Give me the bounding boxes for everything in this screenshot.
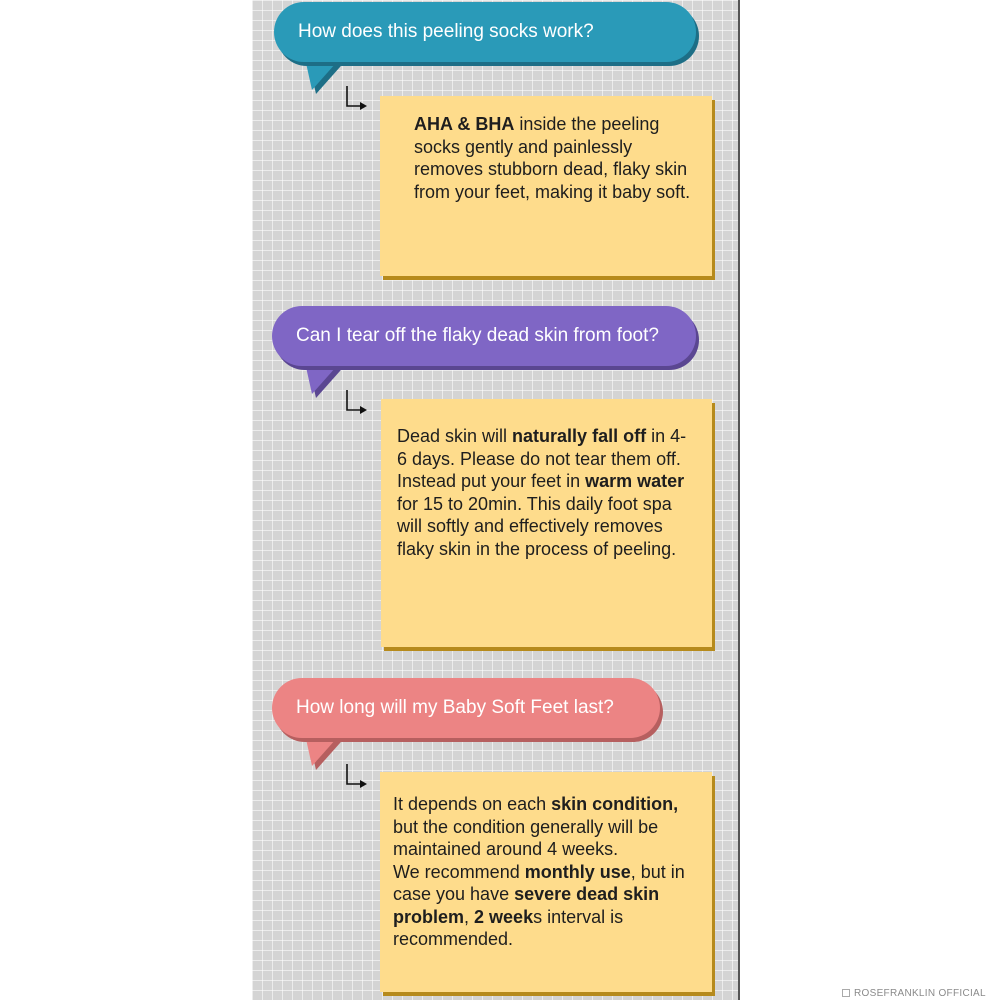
answer-text <box>393 793 696 951</box>
answer-text-run: s interval is recommended. <box>393 906 624 949</box>
answer-paragraph <box>393 861 696 951</box>
answer-text-run: inside the peeling socks gently and painlessly removes stubborn dead, flaky skin from your feet, making it baby soft. <box>414 114 691 202</box>
answer-note-3 <box>380 772 712 992</box>
answer-arrow-icon <box>345 84 369 112</box>
answer-arrow-icon <box>345 762 369 790</box>
answer-text <box>397 425 694 560</box>
answer-text-run: It depends on each <box>393 794 552 814</box>
answer-note-2 <box>381 399 712 647</box>
panel-edge <box>738 0 740 1000</box>
footer-credit <box>842 988 986 999</box>
question-text: Can I tear off the flaky dead skin from foot? <box>296 325 659 346</box>
answer-bold-text: AHA & BHA <box>414 114 515 134</box>
answer-text-run: , but in case you have <box>393 861 685 904</box>
answer-paragraph <box>397 425 694 560</box>
answer-note-1 <box>380 96 712 276</box>
answer-bold-text: severe dead skin problem <box>393 884 660 927</box>
question-text: How does this peeling socks work? <box>298 21 594 42</box>
question-bubble-2 <box>272 306 696 366</box>
answer-bold-text: 2 week <box>474 906 534 927</box>
answer-arrow-icon <box>345 388 369 416</box>
answer-text-run: for 15 to 20min. This daily foot spa will softly and effectively removes flaky skin in the process of peeling. <box>397 493 677 559</box>
answer-text-run: , <box>464 906 475 927</box>
answer-text-run: Dead skin will <box>397 426 513 446</box>
answer-paragraph <box>393 793 696 861</box>
answer-bold-text: warm water <box>585 471 685 491</box>
answer-bold-text: skin condition, <box>551 794 679 814</box>
answer-bold-text: naturally fall off <box>512 426 647 446</box>
question-bubble-1 <box>274 2 696 62</box>
answer-text-run: in 4-6 days. Please do not tear them off. Instead put your feet in <box>397 426 687 491</box>
answer-bold-text: monthly use <box>524 861 631 882</box>
answer-text <box>414 113 696 203</box>
question-bubble-3 <box>272 678 660 738</box>
footer-text: ROSEFRANKLIN OFFICIAL <box>854 988 986 999</box>
question-text: How long will my Baby Soft Feet last? <box>296 697 614 718</box>
answer-paragraph <box>414 113 696 203</box>
answer-text-run: We recommend <box>393 861 525 882</box>
square-icon <box>842 989 850 997</box>
answer-text-run: but the condition generally will be maintained around 4 weeks. <box>393 816 659 859</box>
